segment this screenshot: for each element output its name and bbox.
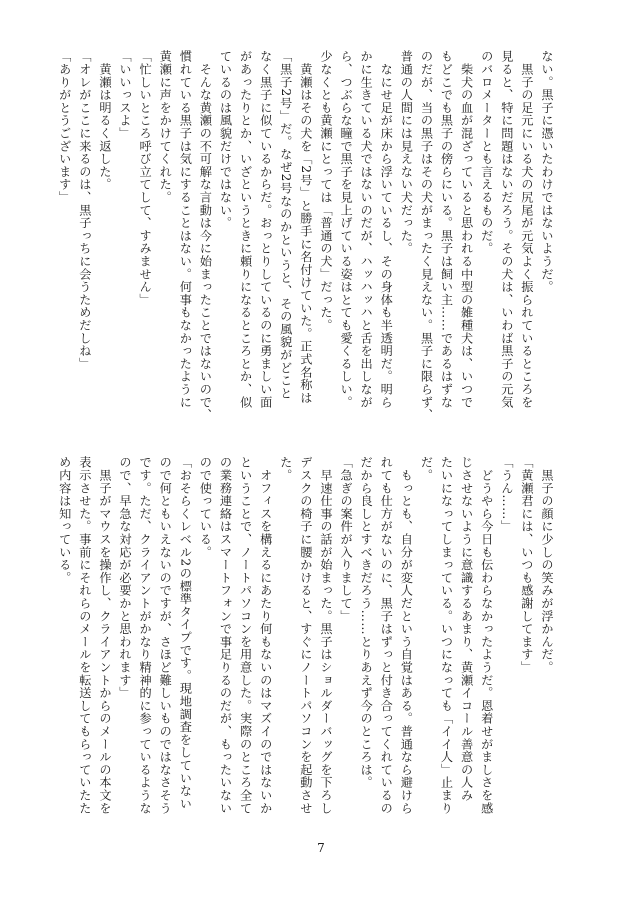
text-line: 「忙しいところ呼び立てして、すみません」 — [138, 50, 153, 306]
text-line: た。 — [278, 456, 293, 482]
text-line: ので使っている。 — [198, 456, 213, 559]
page-number: 7 — [317, 841, 325, 855]
text-line: のバロメーターとも言えるものだ。 — [479, 50, 494, 255]
text-line: 見ると、特に問題はないだろう。その犬は、いわば黒子の元気 — [499, 50, 514, 409]
text-line: なにせ足が床から浮いているし、その身体も半透明だ。明ら — [379, 50, 394, 409]
text-line: の業務連絡はスマートフォンで事足りるのだが、もったいない — [218, 456, 233, 815]
text-line: 普通の人間には見えない犬だった。 — [399, 50, 414, 255]
lower-text-block — [55, 456, 557, 818]
text-line: 黒子の足元にいる犬の尻尾が元気よく振られているところを — [519, 50, 534, 409]
text-line: だから良しとすべきだろう……とりあえず今のところは。 — [359, 456, 374, 789]
text-line: たいになってしまっている。いつになっても「イイ人」止まり — [439, 456, 454, 815]
text-line: 黒子がマウスを操作し、クライアントからのメールの本文を — [97, 456, 112, 815]
text-line: 「おそらくレベル2の標準タイプです。現地調査をしていない — [178, 456, 193, 810]
text-line: もっとも、自分が変人だという自覚はある。普通なら避けら — [399, 456, 414, 815]
text-line: 「ありがとうございます」 — [57, 50, 72, 204]
text-line: 慣れている黒子は気にすることはない。何事もなかったように — [178, 50, 193, 409]
text-line: 「急ぎの案件が入りまして」 — [339, 456, 354, 623]
text-line: だ。 — [419, 456, 434, 482]
text-line: ので、早急な対応が必要かと思われます」 — [118, 456, 133, 700]
text-line: そんな黄瀬の不可解な言動は今に始まったことではないので、 — [198, 50, 213, 422]
text-line: ら、つぶらな瞳で黒子を見上げている姿はとても愛くるしい。 — [339, 50, 354, 409]
text-line: 「うん……」 — [499, 456, 514, 533]
text-line: 柴犬の血が混ざっていると思われる中型の雑種犬は、いつで — [459, 50, 474, 409]
text-line: れても仕方がないのに、黒子はずっと付き合ってくれているの — [379, 456, 394, 815]
text-line: ということで、ノートパソコンを用意した。実際のところ全て — [238, 456, 253, 815]
text-line: があったりとか、いざというときに頼りになるところとか、似 — [238, 50, 253, 409]
text-line: どうやら今日も伝わらなかったようだ。恩着せがましさを感 — [479, 456, 494, 815]
text-line: 黒子の顔に少しの笑みが浮かんだ。 — [540, 456, 554, 674]
text-line: 「黒子2号」だ。なぜ2号なのかというと、その風貌がどこと — [278, 50, 293, 400]
text-line: 「オレがここに来るのは、黒子っちに会うためだしね」 — [77, 50, 92, 370]
text-line: なく黒子に似ているからだ。おっとりしているのに勇ましい面 — [258, 50, 273, 409]
text-line: じさせないように意識するあまり、黄瀬イコール善意の人み — [459, 456, 474, 802]
text-line: オフィスを構えるにあたり何もないのはマズイのではないか — [258, 456, 273, 815]
text-line: 少なくとも黄瀬にとっては「普通の犬」だった。 — [318, 50, 333, 332]
text-line: かに生きている犬ではないのだが、ハッハッハと舌を出しなが — [359, 50, 374, 409]
text-line: 黄瀬は明るく返した。 — [97, 50, 112, 191]
text-line: ので何ともいえないのですが、さほど難しいものではなさそう — [158, 456, 173, 815]
text-line: め内容は知っている。 — [57, 456, 72, 584]
upper-text-block — [55, 50, 557, 422]
text-line: 「黄瀬君には、いつも感謝してます」 — [519, 456, 534, 674]
text-line: 「いいっスよ」 — [118, 50, 133, 140]
text-line: 黄瀬に声をかけてくれた。 — [158, 50, 173, 204]
text-line: 黄瀬はその犬を「2号」と勝手に名付けていた。正式名称は — [298, 50, 313, 404]
text-line: もどこでも黒子の傍らにいる。黒子は飼い主……であるはずな — [439, 50, 454, 409]
text-line: です。ただ、クライアントがかなり精神的に参っているような — [138, 456, 153, 815]
text-line: 表示させた。事前にそれらのメールを転送してもらっていたた — [77, 456, 92, 815]
text-line: ているのは風貌だけではない。 — [218, 50, 233, 230]
text-line: 早速仕事の話が始まった。黒子はショルダーバッグを下ろし — [318, 456, 333, 815]
text-line: デスクの椅子に腰かけると、すぐにノートパソコンを起動させ — [298, 456, 313, 815]
text-line: ない。黒子に憑いたわけではないようだ。 — [540, 50, 554, 294]
text-line: のだが、当の黒子はその犬がまったく見えない。黒子に限らず、 — [419, 50, 434, 422]
